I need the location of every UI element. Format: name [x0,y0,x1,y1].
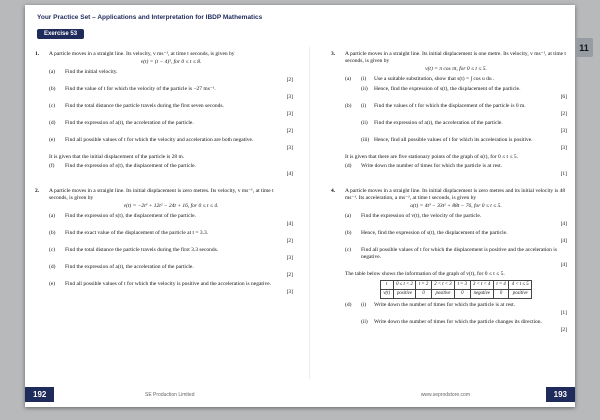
question-4-table-caption: The table below shows the information of the graph of v(t), for 0 ≤ t ≤ 5. [345,271,505,277]
part-sublabel: (i) [361,103,367,109]
part-label: (d) [345,302,352,308]
question-4-number: 4. [331,188,336,194]
part-label: (c) [345,247,352,253]
part-marks: [2] [286,77,293,83]
part-text: Find the total distance the particle travels during the first seven seconds. [65,103,224,109]
question-1-part-b [49,86,293,93]
question-4 [331,188,567,336]
question-2-part-d [49,264,293,271]
question-1 [35,51,293,180]
exercise-badge: Exercise 53 [37,29,84,39]
question-1-part-f [49,163,293,170]
question-1-part-c [49,103,293,110]
part-marks: [3] [286,94,293,100]
question-3-part-a-i [345,76,567,83]
question-3-part-a-ii [345,86,567,93]
part-sublabel: (ii) [361,120,368,126]
question-3-part-b-i [345,103,567,110]
part-label: (a) [345,76,352,82]
part-text: Hence, find all possible values of t for which its acceleration is positive. [374,137,533,143]
question-3-part-d [345,163,567,170]
question-4-part-a [345,213,567,220]
table-cell: t = 3 [455,281,470,290]
part-marks: [1] [560,171,567,177]
table-cell: 4 < t ≤ 5 [509,281,532,290]
table-cell: 0 [493,290,508,299]
part-label: (c) [49,247,56,253]
question-2-part-a [49,213,293,220]
question-4-part-d-i [345,302,567,309]
part-marks: [4] [286,221,293,227]
question-2-body [49,188,293,298]
question-3-intro: A particle moves in a straight line. Its initial displacement is one metre. Its velocity, v ms⁻¹, at time t seconds, is given by [345,51,566,64]
part-label: (b) [49,230,56,236]
question-1-part-d [49,120,293,127]
velocity-sign-table [380,280,532,299]
chapter-side-tab: 11 [575,38,593,57]
part-text: Find the expression of s(t), the displacement of the particle. [65,213,196,219]
question-1-body [49,51,293,180]
table-cell: 3 < t < 4 [470,281,493,290]
part-marks: [6] [560,94,567,100]
question-2-part-c [49,247,293,254]
left-page-column [35,51,293,306]
part-marks: [2] [286,128,293,134]
document-title: Your Practice Set – Applications and Interpretation for IBDP Mathematics [37,14,263,21]
right-page-column [331,51,567,344]
part-label: (a) [49,69,56,75]
part-marks: [2] [286,272,293,278]
table-cell: t = 4 [493,281,508,290]
part-text: Find the expression of a(t), the acceleration of the particle. [65,120,194,126]
question-2-part-b [49,230,293,237]
part-text: Find the value of t for which the velocity of the particle is −27 ms⁻¹. [65,86,216,92]
part-sublabel: (ii) [361,319,368,325]
question-1-note: It is given that the initial displacement of the particle is 28 m. [49,154,185,160]
part-text: Hence, find the expression of s(t), the displacement of the particle. [374,86,521,92]
part-label [345,86,361,93]
part-text: Write down the number of times for which the particle changes its direction. [374,319,542,325]
part-label: (b) [345,103,352,109]
question-3-part-b-iii [345,137,567,144]
question-2-number: 2. [35,188,40,194]
part-text: Find the expression of s(t), the displacement of the particle. [65,163,196,169]
table-cell: positive [509,290,532,299]
part-text: Use a suitable substitution, show that s(t) = ∫ cos u du . [374,76,495,82]
part-text: Write down the number of times for which the particle is at rest. [374,302,516,308]
question-3-number: 3. [331,51,336,57]
question-1-formula: v(t) = (t − 4)³, for 0 ≤ t ≤ 8. [140,59,202,65]
part-text: Find the exact value of the displacement of the particle at t = 3.3. [65,230,209,236]
table-cell: 0 [455,290,470,299]
part-text: Find all possible values of t for which the displacement is positive and the acceleration is negative. [361,247,557,260]
part-marks: [4] [560,262,567,268]
part-label: (c) [49,103,56,109]
part-label: (d) [345,163,352,169]
part-label [345,319,361,326]
part-marks: [4] [560,238,567,244]
part-marks: [4] [286,171,293,177]
part-text: Find the expression of v(t), the velocity of the particle. [361,213,482,219]
page-number-left: 192 [25,387,54,402]
question-2-intro: A particle moves in a straight line. Its initial displacement is zero metres. Its velocity, v ms⁻¹, at time t seconds, is given by [49,188,274,201]
part-marks: [2] [560,111,567,117]
question-4-body [345,188,567,336]
question-1-part-e [49,137,293,144]
part-label: (f) [49,163,55,169]
part-marks: [3] [286,111,293,117]
question-1-intro: A particle moves in a straight line. Its velocity, v ms⁻¹, at time t seconds, is given by [49,51,235,57]
table-cell: t = 2 [416,281,431,290]
part-marks: [3] [286,289,293,295]
question-2-part-e [49,281,293,288]
question-3-formula: v(t) = π cos πt, for 0 ≤ t ≤ 5. [425,66,487,72]
part-label: (a) [345,213,352,219]
question-4-part-c [345,247,567,261]
question-4-part-b [345,230,567,237]
table-cell: 2 < t < 3 [431,281,454,290]
part-marks: [1] [560,310,567,316]
part-label: (b) [345,230,352,236]
table-cell: t [380,281,393,290]
part-marks: [2] [560,327,567,333]
question-3-part-b-ii [345,120,567,127]
part-marks: [4] [560,221,567,227]
part-marks: [3] [286,255,293,261]
part-sublabel: (ii) [361,86,368,92]
document-spread [25,5,575,407]
question-1-number: 1. [35,51,40,57]
part-marks: [3] [560,128,567,134]
part-sublabel: (iii) [361,137,370,143]
part-text: Find the values of t for which the displacement of the particle is 0 m. [374,103,526,109]
table-cell: 0 ≤ t < 2 [393,281,416,290]
part-text: Hence, find the expression of s(t), the displacement of the particle. [361,230,508,236]
part-label: (b) [49,86,56,92]
table-cell: 0 [416,290,431,299]
table-cell: v(t) [380,290,393,299]
question-4-intro: A particle moves in a straight line. Its initial displacement is zero metres and its initial velocity is 48 ms⁻¹. Its acceleration, a ms⁻², at time t seconds, is given by [345,188,566,201]
table-cell: positive [393,290,416,299]
part-label: (d) [49,264,56,270]
table-value-row [380,290,531,299]
question-1-part-a [49,69,293,76]
part-text: Find the initial velocity. [65,69,118,75]
part-label [345,120,361,127]
question-2 [35,188,293,298]
question-3-body [345,51,567,180]
part-label: (d) [49,120,56,126]
table-header-row [380,281,531,290]
table-cell: negative [470,290,493,299]
question-4-part-d-ii [345,319,567,326]
part-marks: [3] [286,145,293,151]
part-label: (a) [49,213,56,219]
part-text: Find the total distance the particle travels during the first 3.3 seconds. [65,247,219,253]
table-cell: positive [431,290,454,299]
publisher-text: SE Production Limited [145,392,195,398]
part-text: Write down the number of times for which the particle is at rest. [361,163,503,169]
part-text: Find all possible values of t for which the velocity and acceleration are both negative. [65,137,254,143]
part-marks: [3] [560,145,567,151]
part-text: Find the expression of a(t), the acceleration of the particle. [374,120,503,126]
part-label: (e) [49,281,56,287]
part-sublabel: (i) [361,76,367,82]
question-4-formula: a(t) = 4t³ − 33t² + 88t − 76, for 0 ≤ t ≤ 5. [410,203,502,209]
website-text: www.seprodstore.com [420,392,470,398]
page-gutter-divider [309,47,310,379]
question-3 [331,51,567,180]
question-2-formula: v(t) = −2t³ + 12t² − 24t + 16, for 0 ≤ t ≤ 4. [123,203,219,209]
part-label: (e) [49,137,56,143]
page-number-right: 193 [546,387,575,402]
question-3-note: It is given that there are five stationary points of the graph of s(t), for 0 ≤ t ≤ 5. [345,154,518,160]
part-marks: [2] [286,238,293,244]
part-text: Find all possible values of t for which the velocity is positive and the acceleration is negative. [65,281,272,287]
part-sublabel: (i) [361,302,367,308]
part-text: Find the expression of a(t), the acceleration of the particle. [65,264,194,270]
part-label [345,137,361,144]
